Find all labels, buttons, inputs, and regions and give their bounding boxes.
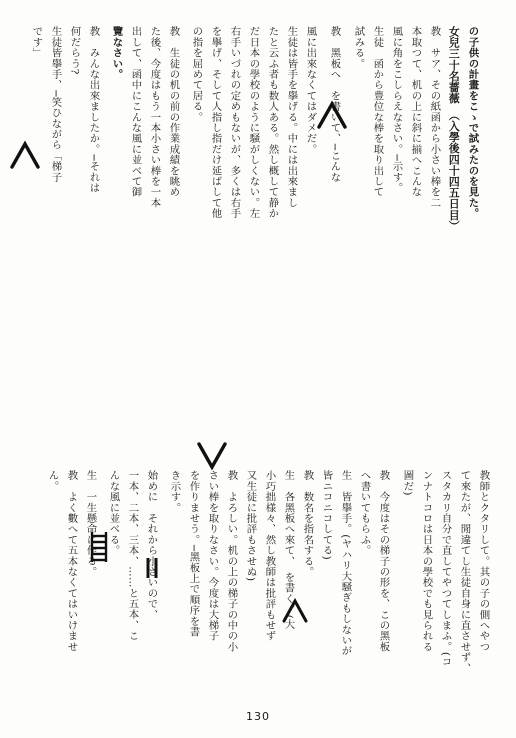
- section-heading: 女兒三十名薔薇 （入學後四十四五日目）: [447, 26, 461, 232]
- text-column: 右手いづれの定めもないが、多くは右手: [228, 26, 241, 219]
- text-column: 教 よく數へて五本なくてはいけませ: [65, 470, 78, 652]
- text-column: 教 黑板へ を書いて、─こんな: [328, 26, 341, 183]
- text-column: 試みる。: [352, 26, 365, 69]
- text-column: 教 数名を指名する。: [301, 470, 314, 577]
- text-column: 生 各黑板へ來て、 を書く。(大: [282, 470, 295, 630]
- text-column: です」: [30, 26, 43, 59]
- text-column: 圖だ): [401, 470, 414, 496]
- text-column: たと云ふ者も数人ある。然し概して静か: [266, 26, 279, 219]
- text-column: の指を屈めて居る。: [190, 26, 203, 123]
- text-column: 風に出來なくてはダメだ。: [304, 26, 317, 155]
- text-column: て來たが、閒違てし生徒自身に直させず、: [458, 470, 471, 674]
- text-column: ンナトコロは日本の學校でも見られる: [420, 470, 433, 652]
- text-column: さい棒を取りなさい。今度は大梯子: [206, 470, 219, 642]
- page-number: 130: [246, 710, 270, 723]
- text-column: の子供の計畫をこゝで試みたのを見た。: [466, 26, 479, 219]
- text-column: 教 サア、その紙函から小さい棒を二: [428, 26, 441, 208]
- parallel-bars: [143, 556, 161, 580]
- text-column: ん。: [46, 470, 59, 492]
- text-column: 又生徒に批評もさせぬ): [244, 470, 257, 582]
- text-column: 教師とクタリして。其の子の側へやつ: [477, 470, 490, 652]
- text-column: スタカリ自分で直してやつてしまふ。(コ: [439, 470, 452, 667]
- text-column: へ書いてもらふ。: [358, 470, 371, 556]
- text-column: だ日本の學校のように騒がしくない。左: [247, 26, 260, 219]
- text-column: 風に角をこしらえなさい。─示す。: [390, 26, 403, 194]
- text-column: 教 みんな出來ましたか。─それは: [87, 26, 100, 194]
- ladder-5-rungs: [90, 530, 108, 564]
- text-column: を作りませう。─黑板上で順序を書: [187, 470, 200, 638]
- angle-mark-3: [195, 440, 229, 470]
- angle-mark-4: [281, 598, 309, 624]
- text-column: を擧げ、そして人指し指だけ延ばして他: [209, 26, 222, 219]
- text-column: 生徒皆擧手、─笑ひながら「梯子: [49, 26, 62, 183]
- angle-mark-2: [8, 140, 42, 170]
- text-column: 生徒は皆手を擧げる。中には出來まし: [285, 26, 298, 208]
- text-column: 生 皆擧手。(ヤハリ大騒ぎもしないが: [339, 470, 352, 657]
- text-column: 生 一生懸命に作る。: [84, 470, 97, 577]
- text-column: 教 よろしい。机の上の梯子の中の小: [225, 470, 238, 652]
- text-column: 小巧拙様々、然し教師は批評もせず: [263, 470, 276, 642]
- text-column: き示す。: [168, 470, 181, 513]
- text-column: 皆ニコニコしてる): [320, 470, 333, 560]
- text-column: 出して、函中にこんな風に並べて御: [129, 26, 142, 198]
- angle-mark-1: [315, 100, 349, 130]
- text-column: 教 生徒の机の前の作業成績を眺め: [167, 26, 180, 198]
- text-column: 一本、二本、三本、……と五本、こ: [126, 470, 139, 642]
- text-column: 何だらう?: [68, 26, 81, 75]
- text-column: た後、今度はもう一本小さい棒を一本: [148, 26, 161, 208]
- text-column: 教 今度はその梯子の形を、この黑板: [377, 470, 390, 652]
- text-column: 生徒 函から豊位な棒を取り出して: [371, 26, 384, 198]
- text-column: んな風に並べる。: [107, 470, 120, 556]
- text-column: 始めに それから小さいので、: [145, 470, 158, 620]
- text-column: 本取つて、机の上に斜に揃へこんな: [409, 26, 422, 198]
- text-column: 覽なさい。: [110, 26, 123, 80]
